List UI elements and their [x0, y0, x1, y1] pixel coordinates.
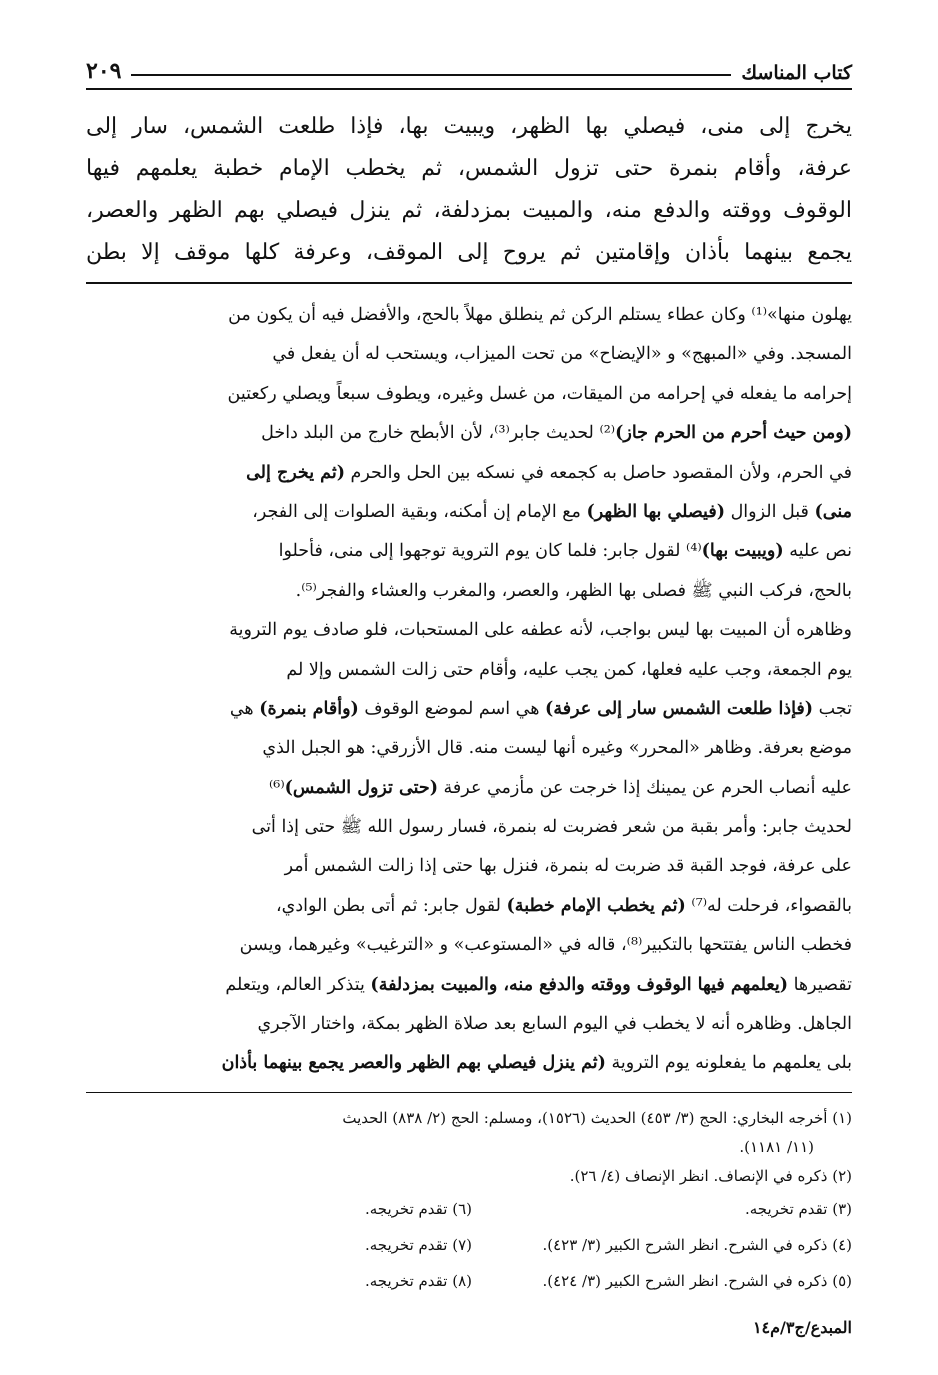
commentary-segment: بلى يعلمهم ما يفعلونه يوم التروية [605, 1053, 852, 1074]
commentary-segment: مع الإمام إن أمكنه، وبقية الصلوات إلى الفجر، [252, 501, 587, 522]
commentary-segment: ⁽⁴⁾ لقول جابر: فلما كان يوم التروية توجهوا إلى منى، فأحلوا [278, 541, 702, 562]
commentary-line: موضع بعرفة. وظاهر «المحرر» وغيره أنها ليست منه. قال الأزرقي: هو الجبل الذي [262, 738, 852, 759]
quoted-matn: (فيصلي بها الظهر) [586, 501, 725, 522]
commentary-segment: هي [229, 698, 260, 719]
header-rule [131, 74, 731, 76]
footnote-2: (٢) ذكره في الإنصاف. انظر الإنصاف (٤/ ٢٦). [569, 1167, 852, 1185]
footnote-row [86, 1263, 852, 1299]
commentary-segment: ⁽²⁾ لحديث جابر⁽³⁾، لأن الأبطح خارج من البلد داخل [261, 423, 616, 444]
quoted-matn: (ثم يخطب الإمام خطبة) [506, 895, 686, 916]
commentary-line [86, 414, 852, 453]
commentary-segment: نص عليه [783, 541, 852, 562]
matn-divider [86, 282, 852, 284]
commentary-line [86, 769, 852, 808]
quoted-matn: (ثم ينزل فيصلي بهم الظهر والعصر يجمع بينهما بأذان [221, 1053, 606, 1074]
footnote-5: (٥) ذكره في الشرح. انظر الشرح الكبير (٣/ ٤٢٤). [542, 1272, 852, 1290]
matn-line: يخرج إلى منى، فيصلي بها الظهر، ويبيت بها، فإذا طلعت الشمس، سار إلى [86, 114, 852, 139]
footnote-3: (٣) تقدم تخريجه. [744, 1200, 852, 1218]
commentary-segment: هي اسم لموضع الوقوف [358, 698, 546, 719]
footnote-1: (١) أخرجه البخاري: الحج (٣/ ٤٥٣) الحديث (١٥٢٦)، ومسلم: الحج (٢/ ٨٣٨) الحديث [342, 1109, 852, 1127]
footnote-ref: ⁽⁶⁾ [268, 777, 285, 798]
commentary-text [86, 296, 852, 1084]
commentary-line: المسجد. وفي «المبهج» و «الإيضاح» من تحت الميزاب، ويستحب له أن يفعل في [272, 344, 852, 365]
matn-line: الوقوف ووقته والدفع منه، والمبيت بمزدلفة، ثم ينزل فيصلي بهم الظهر والعصر، [86, 198, 852, 223]
running-title: كتاب المناسك [741, 62, 852, 84]
commentary-line: على عرفة، فوجد القبة قد ضربت له بنمرة، فنزل بها حتى إذا زالت الشمس أمر [284, 856, 852, 877]
quoted-matn: (ومن حيث أحرم من الحرم جاز) [615, 423, 852, 444]
quoted-matn: (حتى تزول الشمس) [284, 777, 438, 798]
commentary-line [86, 690, 852, 729]
footnote-8: (٨) تقدم تخريجه. [364, 1272, 472, 1290]
commentary-line: فخطب الناس يفتتحها بالتكبير⁽⁸⁾، قاله في «المستوعب» و «الترغيب» وغيرهما، ويسن [239, 935, 852, 956]
commentary-line: لحديث جابر: وأمر بقبة من شعر فضربت له بنمرة، فسار رسول الله ﷺ حتى إذا أتى [251, 817, 852, 838]
commentary-line [86, 887, 852, 926]
matn-line: عرفة، وأقام بنمرة حتى تزول الشمس، ثم يخطب الإمام خطبة يعلمهم فيها [86, 156, 852, 181]
matn-text [86, 106, 852, 274]
quoted-matn: (ثم يخرج إلى [246, 462, 345, 483]
page-header [86, 48, 852, 84]
quoted-matn: (يعلمهم فيها الوقوف ووقته والدفع منه، والمبيت بمزدلفة) [370, 974, 789, 995]
quoted-matn: منى) [814, 501, 852, 522]
commentary-line: الجاهل. وظاهره أنه لا يخطب في اليوم السابع بعد صلاة الظهر بمكة، واختار الآجري [257, 1014, 852, 1035]
quoted-matn: (ويبيت بها) [701, 541, 784, 562]
quoted-matn: (وأقام بنمرة) [259, 698, 359, 719]
commentary-segment: تقصيرها [788, 974, 852, 995]
commentary-line: يوم الجمعة، وجب عليه فعلها، كمن يجب عليه، وأقام حتى زالت الشمس وإلا لم [286, 659, 852, 680]
commentary-segment: تجب [813, 698, 852, 719]
footnote-divider [86, 1092, 852, 1093]
footnote-4: (٤) ذكره في الشرح. انظر الشرح الكبير (٣/ ٤٢٣). [542, 1236, 852, 1254]
commentary-line [86, 1044, 852, 1083]
footnote-row [86, 1227, 852, 1263]
header-divider [86, 88, 852, 90]
footnote-1-continued: (١١/ ١١٨١). [739, 1138, 814, 1156]
footnote-7: (٧) تقدم تخريجه. [364, 1236, 472, 1254]
page-number: ٢٠٩ [86, 58, 122, 84]
footnote-row [86, 1191, 852, 1227]
commentary-segment: عليه أنصاب الحرم عن يمينك إذا خرجت عن مأزمي عرفة [437, 777, 852, 798]
commentary-segment: في الحرم، ولأن المقصود حاصل به كجمعه في نسكه بين الحل والحرم [344, 462, 852, 483]
commentary-segment: لقول جابر: ثم أتى بطن الوادي، [276, 895, 507, 916]
commentary-segment: يتذكر العالم، ويتعلم [225, 974, 371, 995]
commentary-line: يهلون منها»⁽¹⁾ وكان عطاء يستلم الركن ثم ينطلق مهلاً بالحج، والأفضل فيه أن يكون من [228, 305, 852, 325]
footnotes [86, 1104, 852, 1299]
commentary-line [86, 532, 852, 571]
commentary-line: إحرامه ما يفعله في إحرامه من الميقات، من غسل وغيره، ويطوف سبعاً ويصلي ركعتين [227, 383, 852, 404]
commentary-line: بالحج، فركب النبي ﷺ فصلى بها الظهر، والعصر، والمغرب والعشاء والفجر⁽⁵⁾. [295, 580, 852, 601]
commentary-line [86, 493, 852, 532]
commentary-line [86, 454, 852, 493]
commentary-segment: بالقصواء، فرحلت له⁽⁷⁾ [685, 895, 852, 916]
commentary-line [86, 966, 852, 1005]
signature-mark: المبدع/ج٣/م١٤ [752, 1318, 852, 1337]
quoted-matn: (فإذا طلعت الشمس سار إلى عرفة) [545, 698, 814, 719]
commentary-line: وظاهره أن المبيت بها ليس بواجب، لأنه عطفه على المستحبات، فلو صادف يوم التروية [229, 620, 852, 641]
commentary-segment: قبل الزوال [725, 501, 815, 522]
footnote-6: (٦) تقدم تخريجه. [364, 1200, 472, 1218]
matn-line: يجمع بينهما بأذان وإقامتين ثم يروح إلى الموقف، وعرفة كلها موقف إلا بطن [86, 240, 852, 265]
